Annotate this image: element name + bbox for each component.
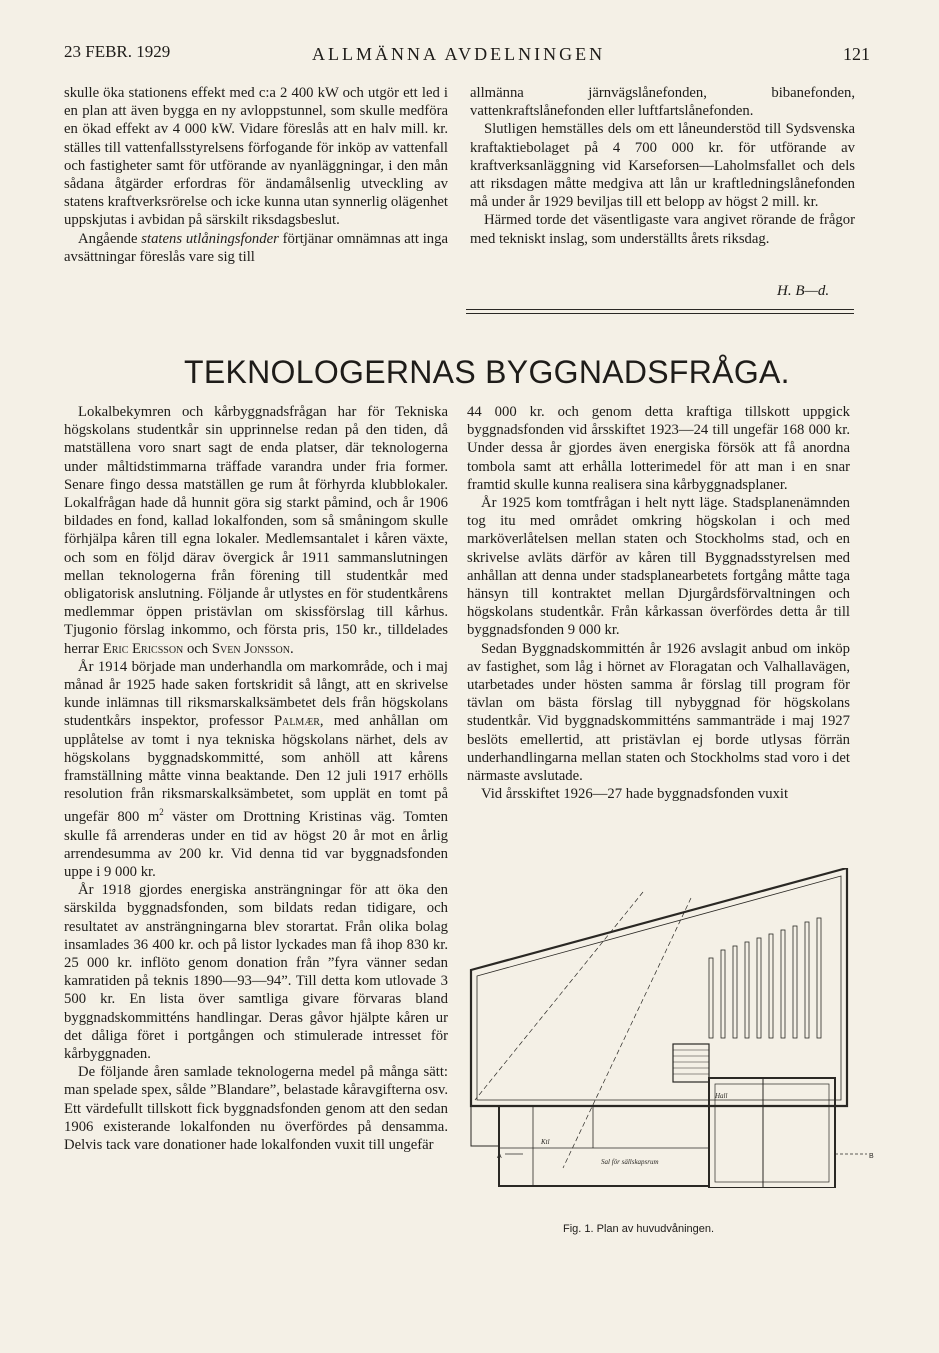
building-inner-wall — [477, 876, 841, 1100]
article-text: och — [183, 640, 212, 657]
prev-paragraph: allmänna järnvägslånefonden, bibanefonden, vattenkraftslånefonden eller luftfartslånefonden. — [470, 85, 855, 120]
prev-italic-term: statens utlåningsfonder — [141, 230, 279, 247]
site-boundary-line — [475, 892, 643, 1100]
left-wing — [499, 1106, 709, 1186]
court — [471, 1106, 499, 1146]
article-title: TEKNOLOGERNAS BYGGNADSFRÅGA. — [184, 354, 790, 390]
divider-rule — [466, 309, 854, 310]
figure-caption: Fig. 1. Plan av huvudvåningen. — [563, 1223, 715, 1235]
article-text: väster om Drottning Kristinas väg. Tomten skulle få arrenderas under en tid av högst 20 år mot en årlig arrendesumma av 200 kr. Vid denna tid var byggnadsfonden uppe i 9 000 kr. — [64, 809, 448, 880]
article-right-column — [467, 403, 850, 803]
header-date: 23 FEBR. 1929 — [64, 42, 171, 61]
article-paragraph — [64, 403, 448, 658]
article-paragraph: År 1925 kom tomtfrågan i helt nytt läge. Stadsplanenämnden tog itu med området omkring högskolan i och med marköverlåtelsen mellan staten och Stockholms stad, och en skrivelse avläts därför av kåren till Byggnadsstyrelsen med anhållan att denna under stadsplanearbetets fortgång måtte taga hänsyn till kontraktet mellan Djurgårdsförvaltningen och högskolans studentkår. Från kårkassan överfördes detta år till byggnadsfonden 9 000 kr. — [467, 495, 850, 639]
superscript: 2 — [159, 807, 164, 818]
article-text: År 1914 började man underhandla om markområde, och i maj månad år 1925 hade saken fortskridit så långt, att en skrivelse kunde inlämnas till riksmarskalksämbetet dels från högskolans studentkårs inspektor, professor — [64, 658, 448, 730]
header-page-number: 121 — [843, 44, 870, 64]
building-outline — [471, 868, 847, 1106]
section-label-a: A — [497, 1153, 502, 1160]
lower-wing — [709, 1078, 835, 1188]
article-paragraph: De följande åren samlade teknologerna medel på många sätt: man spelade spex, sålde ”Blandare”, belastade kåravgifterna osv. Ett värdefullt tillskott fick byggnadsfonden genom att den sedan 1906 existerande lokalfonden nu överfördes på densamma. Delvis tack vare donationer hade lokalfonden vuxit till ungefär — [64, 1064, 448, 1154]
article-text: , med anhållan om upplåtelse av tomt i nya tekniska högskolans närhet, dels av högskolans byggnadskommitté, som anhöll att kårens framställning måtte vinna beaktande. Den 12 juli 1917 erhölls resolution från riksmarskalksämbetet, som upplät en tomt på ungefär 800 m — [64, 713, 448, 826]
signature: H. B—d. — [777, 283, 830, 299]
article-text: . — [289, 640, 294, 657]
author-name: Eric Ericsson — [102, 640, 184, 657]
article-text: Lokalbekymren och kårbyggnadsfrågan har för Tekniska högskolans studentkår sin upprinnelse redan på den tiden, då matställena voro snart sagt de enda platser, där teknologerna under måltidstimmarna träffade varandra under fria former. Senare fingo dessa matställen ge rum åt förhyrda klubblokaler. Lokalfrågan hade då hunnit göra sig starkt påmind, och år 1906 bildades en fond, kallad lokalfonden, som så småningom skulle förhjälpa kåren till egna lokaler. Medlemsantalet i kåren växte, och som en följd därav övergick år 1911 sammanslutningen mellan teknologerna från förening till studentkår med obligatorisk anslutning. Följande år utlystes en för studentkårens medlemmar öppen pristävlan om skissförslag till kårhus. Tjugonio förslag inkommo, och första pris, 150 kr., tilldelades herrar — [64, 404, 448, 657]
article-paragraph — [64, 658, 448, 881]
prev-paragraph: skulle öka stationens effekt med c:a 2 400 kW och utgör ett led i en plan att även bygga en ny avloppstunnel, som skulle medföra en ökad effekt av 4 000 kW. Vidare föreslås att en halv mill. kr. ställes till vattenfallsstyrelsens förfogande för inköp av vattenfall och fastigheter samt för utförande av nyanläggningar, i den mån sådana åtgärder erfordras för ändamålsenlig utveckling av statens kraftverksrörelse och icke kunna utan synnerlig olägenhet uppskjutas i avbidan på särskilt riksdagsbeslut. — [64, 85, 448, 229]
person-name: Palmær — [273, 713, 320, 730]
divider-rule — [466, 313, 854, 314]
article-paragraph: Sedan Byggnadskommittén år 1926 avslagit anbud om inköp av fastighet, som låg i hörnet av Floragatan och Valhallavägen, utarbetades under hösten samma år förslag till program för tävlan om bästa förslag till nybyggnad för högskolans studentkår. Vid byggnadskommitténs sammanträde i maj 1927 beslöts emellertid, att pristävlan ej borde utlysas förrän underhandlingarna mellan staten och Stockholms stad voro i det närmaste avslutade. — [467, 640, 850, 785]
room-label-sal: Sal för sällskapsrum — [601, 1158, 659, 1166]
floor-plan-figure — [463, 868, 878, 1188]
article-paragraph: År 1918 gjordes energiska ansträngningar för att öka den särskilda byggnadsfonden, som bildats redan tidigare, och resultatet av ansträngningarna blev storartat. Från olika bolag insamlades 36 400 kr. och på listor lyckades man få ihop 830 kr. 25 000 kr. inflöto genom donation från ”fyra vänner sedan kamratiden på teknis 1890—93—94”. Till detta kom utlovade 3 500 kr. En lista över samtliga givare förvaras bland byggnadskommitténs handlingar. Deras gåvor hjälpte kåren ur det dåliga föret i portgången och stimulerade intresset för kårbyggnaden. — [64, 882, 448, 1062]
prev-article-right-column — [470, 84, 855, 248]
prev-paragraph — [64, 230, 448, 266]
stair-core — [673, 1044, 709, 1082]
site-boundary-line — [563, 898, 691, 1168]
room-label-hall: Hall — [715, 1092, 728, 1100]
header-section: ALLMÄNNA AVDELNINGEN — [312, 44, 606, 64]
prev-paragraph: Slutligen hemställes dels om ett låneunderstöd till Sydsvenska kraftaktiebolaget på 4 700 000 kr. för utförande av kraftverksanläggning vid Karseforsen—Laholmsfallet och dels att riksdagen måtte medgiva att lån ur kraftledningslånefonden må under år 1929 beviljas till ett belopp av högst 2 mill. kr. — [470, 121, 855, 211]
article-paragraph: Vid årsskiftet 1926—27 hade byggnadsfonden vuxit — [481, 786, 789, 803]
hall-tables — [709, 918, 821, 1038]
article-left-column — [64, 403, 448, 1154]
prev-article-left-column — [64, 84, 448, 266]
prev-paragraph: Härmed torde det väsentligaste vara angivet rörande de frågor med tekniskt inslag, som underställts årets riksdag. — [470, 212, 855, 247]
prev-text: Angående — [78, 230, 142, 247]
prev-text: förtjänar omnämnas att inga avsättningar föreslås vare sig till — [64, 230, 448, 265]
section-label-b: B — [869, 1153, 874, 1160]
article-paragraph: 44 000 kr. och genom detta kraftiga tillskott uppgick byggnadsfonden vid årsskiftet 1923—24 till ungefär 168 000 kr. Under dessa år gjordes även energiska försök att få anordna tombola samt att erhålla lotterimedel för att man i en snar framtid skulle kunna realisera sina kårbyggnadsplaner. — [467, 404, 850, 493]
author-name: Sven Jonsson — [211, 640, 290, 657]
room-label-ktl: Ktl — [541, 1138, 550, 1146]
